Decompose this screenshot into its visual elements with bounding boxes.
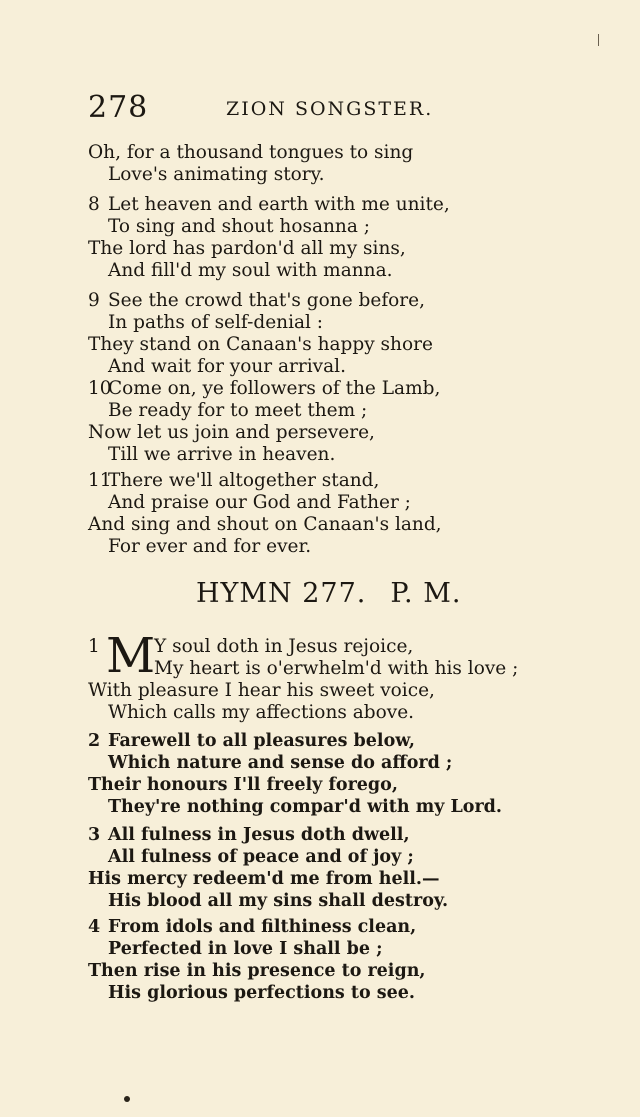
verse-text: See the crowd that's gone before,	[108, 290, 425, 311]
verse-line: Which calls my affections above.	[108, 702, 415, 723]
verse-line: And wait for your arrival.	[108, 356, 346, 377]
hymn-title	[196, 578, 461, 609]
running-title: ZION SONGSTER.	[226, 98, 434, 120]
verse-line	[88, 730, 415, 752]
verse-line: They stand on Canaan's happy shore	[88, 334, 433, 355]
stanza-number: 3	[88, 825, 101, 845]
verse-text: Come on, ye followers of the Lamb,	[108, 378, 441, 399]
page-number: 278	[88, 90, 149, 125]
edge-mark	[598, 34, 599, 46]
stanza-number: 9	[88, 290, 100, 311]
verse-line: Perfected in love I shall be ;	[108, 939, 383, 959]
verse-line	[88, 470, 379, 492]
verse-line: All fulness of peace and of joy ;	[108, 847, 414, 867]
verse-line: With pleasure I hear his sweet voice,	[88, 680, 435, 701]
hymn-number: HYMN 277.	[196, 578, 367, 609]
verse-line: Now let us join and persevere,	[88, 422, 375, 443]
verse-line: His glorious perfections to see.	[108, 983, 415, 1003]
verse-line: The lord has pardon'd all my sins,	[88, 238, 406, 259]
verse-line: And fill'd my soul with manna.	[108, 260, 393, 281]
stanza-number: 1	[88, 636, 100, 657]
verse-line: His blood all my sins shall destroy.	[108, 891, 449, 911]
hymn-meter: P. M.	[390, 578, 462, 609]
verse-line: In paths of self-denial :	[108, 312, 324, 333]
verse-line: And sing and shout on Canaan's land,	[88, 514, 442, 535]
stanza-number: 10	[88, 378, 112, 399]
stanza-number: 11	[88, 470, 112, 491]
stanza-number: 8	[88, 194, 100, 215]
verse-line	[88, 194, 450, 216]
verse-line: Be ready for to meet them ;	[108, 400, 368, 421]
verse-line: Y soul doth in Jesus rejoice,	[154, 636, 414, 657]
verse-line: For ever and for ever.	[108, 536, 312, 557]
verse-line	[88, 916, 416, 938]
stanza-number: 4	[88, 917, 101, 937]
verse-line: My heart is o'erwhelm'd with his love ;	[154, 658, 519, 679]
ink-spot	[124, 1096, 130, 1102]
verse-text: There we'll altogether stand,	[108, 470, 380, 491]
verse-line: Then rise in his presence to reign,	[88, 961, 426, 981]
verse-line: Which nature and sense do afford ;	[108, 753, 453, 773]
verse-line: Love's animating story.	[108, 164, 325, 185]
dropcap-letter: M	[106, 628, 156, 684]
verse-line: His mercy redeem'd me from hell.—	[88, 869, 440, 889]
verse-line: They're nothing compar'd with my Lord.	[108, 797, 502, 817]
page-header	[88, 90, 458, 126]
verse-line: To sing and shout hosanna ;	[108, 216, 370, 237]
verse-line: Their honours I'll freely forego,	[88, 775, 398, 795]
verse-text: All fulness in Jesus doth dwell,	[108, 825, 410, 845]
verse-line	[88, 290, 425, 312]
verse-line: Till we arrive in heaven.	[108, 444, 336, 465]
verse-text: From idols and filthiness clean,	[108, 917, 417, 937]
verse-text: Farewell to all pleasures below,	[108, 731, 415, 751]
verse-line: Oh, for a thousand tongues to sing	[88, 142, 414, 163]
verse-line	[88, 824, 410, 846]
verse-line: And praise our God and Father ;	[108, 492, 411, 513]
verse-text: Let heaven and earth with me unite,	[108, 194, 450, 215]
verse-line	[88, 378, 440, 400]
stanza-number: 2	[88, 731, 101, 751]
